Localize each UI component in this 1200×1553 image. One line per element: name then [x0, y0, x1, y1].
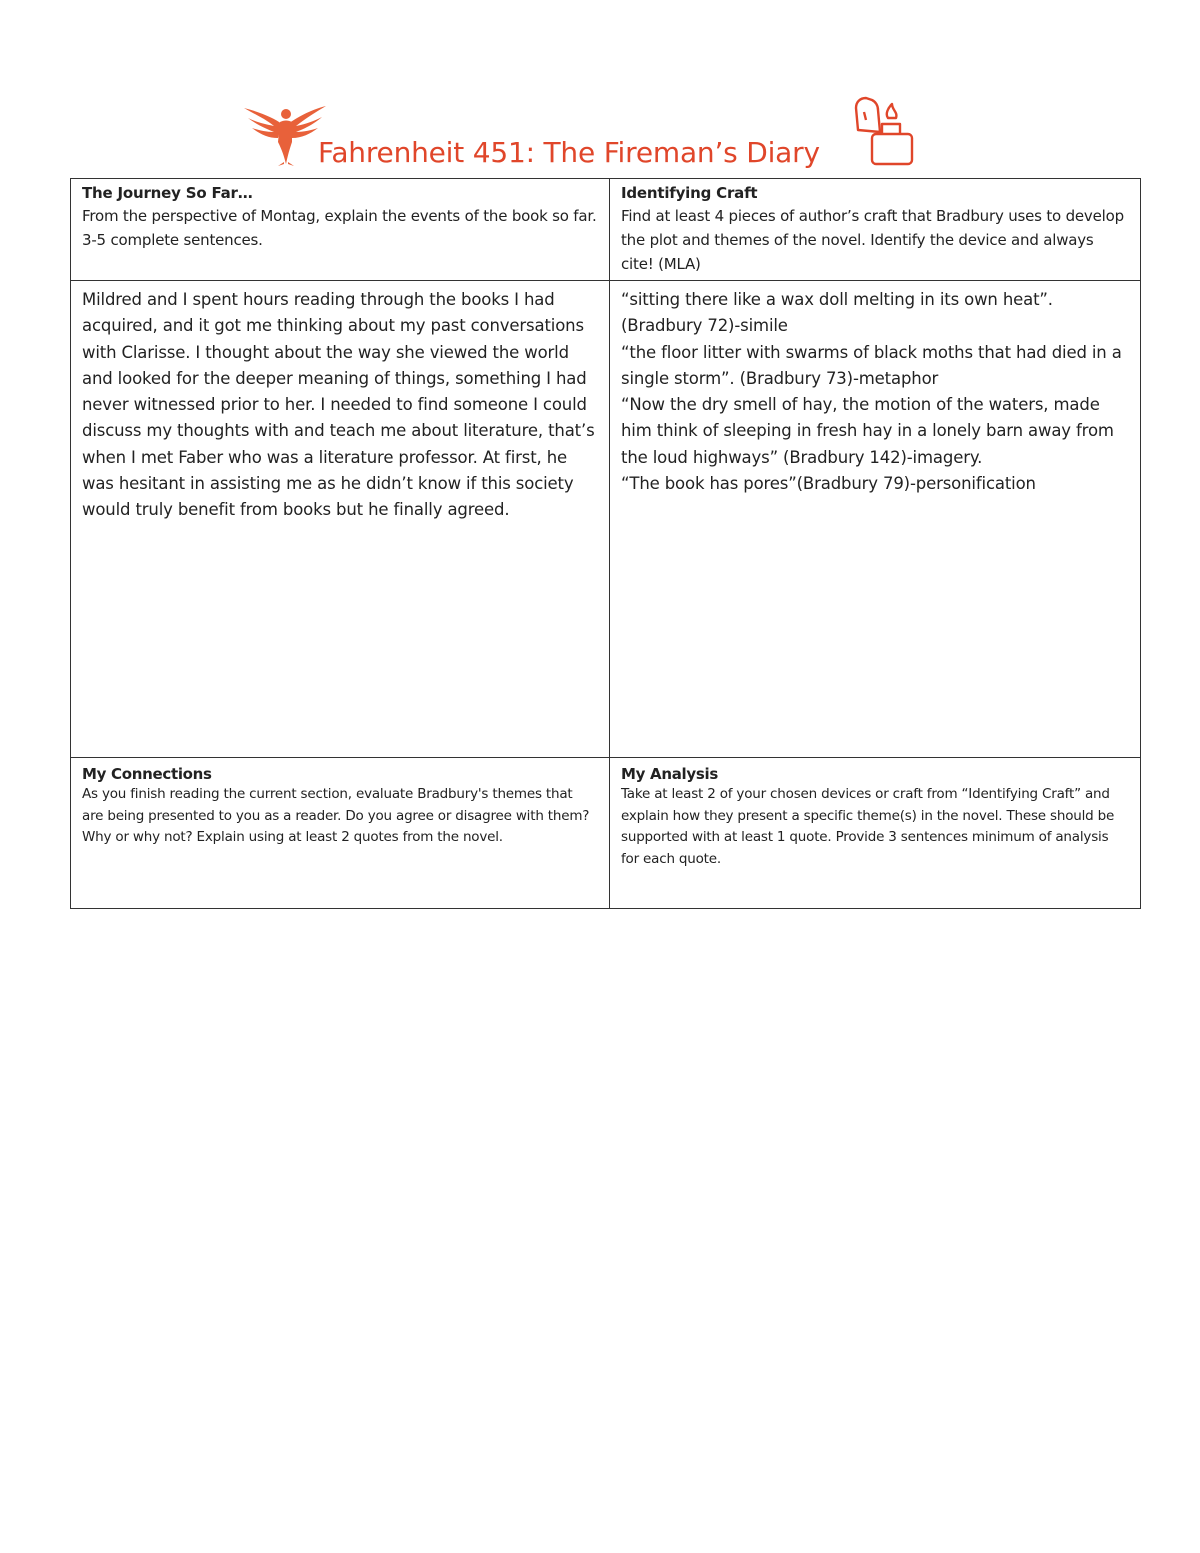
craft-prompt: Find at least 4 pieces of author’s craft that Bradbury uses to develop the plot and themes of the novel. Identify the device and always cite! (MLA)	[621, 207, 1124, 273]
journey-response[interactable]: Mildred and I spent hours reading through the books I had acquired, and it got me thinking about my past conversations with Clarisse. I thought about the way she viewed the world and looked for the deeper meaning of things, something I had never witnessed prior to her. I needed to find someone I could discuss my thoughts with and teach me about literature, that’s when I met Faber who was a literature professor. At first, he was hesitant in assisting me as he didn’t know if this society would truly benefit from books but he finally agreed.	[82, 290, 595, 520]
craft-quote: “sitting there like a wax doll melting in its own heat”. (Bradbury 72)-simile	[621, 290, 1053, 336]
lighter-icon	[852, 96, 918, 168]
diary-table	[70, 178, 1141, 909]
craft-quote: “the floor litter with swarms of black moths that had died in a single storm”. (Bradbury 73)-metaphor	[621, 342, 1122, 388]
journey-heading: The Journey So Far…	[82, 184, 253, 202]
craft-heading: Identifying Craft	[621, 184, 758, 202]
page-title: Fahrenheit 451: The Fireman’s Diary	[318, 136, 820, 169]
analysis-prompt: Take at least 2 of your chosen devices or craft from “Identifying Craft” and explain how they present a specific theme(s) in the novel. These should be supported with at least 1 quote. Provide 3 sentences minimum of analysis for each quote.	[621, 786, 1115, 867]
phoenix-icon	[244, 104, 326, 166]
analysis-heading: My Analysis	[621, 765, 718, 783]
connections-cell[interactable]	[71, 758, 610, 909]
journey-prompt-cell	[71, 179, 610, 281]
craft-prompt-cell	[610, 179, 1141, 281]
page-header	[0, 96, 1200, 176]
craft-quote: “The book has pores”(Bradbury 79)-personification	[621, 474, 1036, 494]
connections-prompt: As you finish reading the current section, evaluate Bradbury's themes that are being presented to you as a reader. Do you agree or disagree with them? Why or why not? Explain using at least 2 quotes from the novel.	[82, 786, 590, 845]
craft-quotes[interactable]	[621, 287, 1128, 497]
craft-response-cell[interactable]	[610, 281, 1141, 758]
journey-response-cell[interactable]	[71, 281, 610, 758]
analysis-cell[interactable]	[610, 758, 1141, 909]
connections-heading: My Connections	[82, 765, 212, 783]
journey-prompt: From the perspective of Montag, explain the events of the book so far. 3-5 complete sentences.	[82, 207, 597, 249]
craft-quote: “Now the dry smell of hay, the motion of the waters, made him think of sleeping in fresh hay in a lonely barn away from the loud highways” (Bradbury 142)-imagery.	[621, 395, 1114, 467]
